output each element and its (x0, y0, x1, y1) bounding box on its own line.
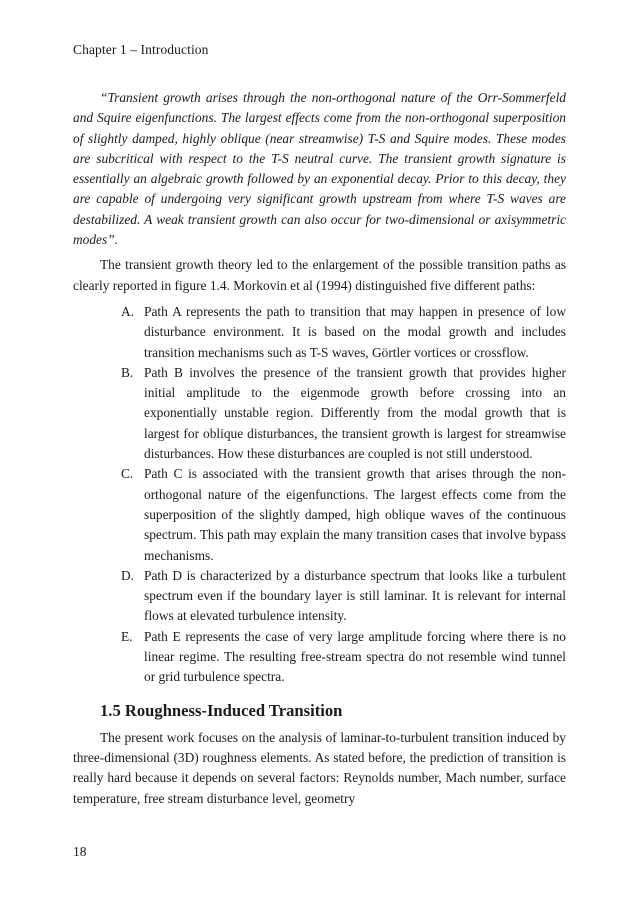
list-marker: E. (121, 628, 133, 644)
section-heading: 1.5 Roughness-Induced Transition (100, 700, 343, 720)
block-quote: “Transient growth arises through the non-orthogonal nature of the Orr-Sommerfeld and Squire eigenfunctions. The largest effects come from the non-orthogonal superposition of slightly damped, highly oblique (near streamwise) T-S and Squire modes. These modes are subcritical with respect to the T-S neutral curve. The transient growth signature is essentially an algebraic growth followed by an exponential decay. Prior to this decay, they are capable of undergoing very significant growth upstream from where T-S waves are destabilized. A weak transient growth can also occur for two-dimensional or axisymmetric modes”. (73, 90, 566, 248)
list-item-text: Path C is associated with the transient growth that arises through the non-orthogonal nature of the eigenfunctions. The largest effects come from the superposition of the slightly damped, high oblique waves of the continuous spectrum. This path may explain the many transition cases that involve bypass mechanisms. (144, 466, 566, 563)
transition-paths-list (73, 302, 566, 688)
page-body (73, 88, 566, 809)
list-marker: D. (121, 567, 135, 583)
list-item-text: Path E represents the case of very large amplitude forcing where there is no linear regime. The resulting free-stream spectra do not resemble wind tunnel or grid turbulence spectra. (144, 628, 566, 685)
intro-paragraph: The transient growth theory led to the enlargement of the possible transition paths as clearly reported in figure 1.4. Morkovin et al (1994) distinguished five different paths: (73, 257, 566, 293)
list-item (121, 627, 566, 688)
running-header: Chapter 1 – Introduction (73, 42, 209, 57)
list-marker: C. (121, 466, 134, 482)
list-item (121, 566, 566, 627)
list-item-text: Path D is characterized by a disturbance spectrum that looks like a turbulent spectrum even if the boundary layer is still laminar. It is relevant for internal flows at elevated turbulence intensity. (144, 567, 566, 624)
page-number: 18 (73, 844, 87, 859)
list-item (121, 363, 566, 464)
list-item (121, 302, 566, 363)
list-marker: A. (121, 303, 135, 319)
list-marker: B. (121, 364, 134, 380)
list-item (121, 464, 566, 565)
list-item-text: Path A represents the path to transition that may happen in presence of low disturbance environment. It is based on the modal growth and includes transition mechanisms such as T-S waves, Görtler vortices or crossflow. (144, 303, 566, 360)
list-item-text: Path B involves the presence of the transient growth that provides higher initial amplitude to the eigenmode growth before crossing into an exponentially unstable region. Differently from the modal growth that is largest for oblique disturbances, the transient growth is largest for streamwise disturbances. How these disturbances are coupled is not still understood. (144, 364, 566, 462)
section-paragraph: The present work focuses on the analysis of laminar-to-turbulent transition induced by three-dimensional (3D) roughness elements. As stated before, the prediction of transition is really hard because it depends on several factors: Reynolds number, Mach number, surface temperature, free stream disturbance level, geometry (73, 729, 566, 806)
